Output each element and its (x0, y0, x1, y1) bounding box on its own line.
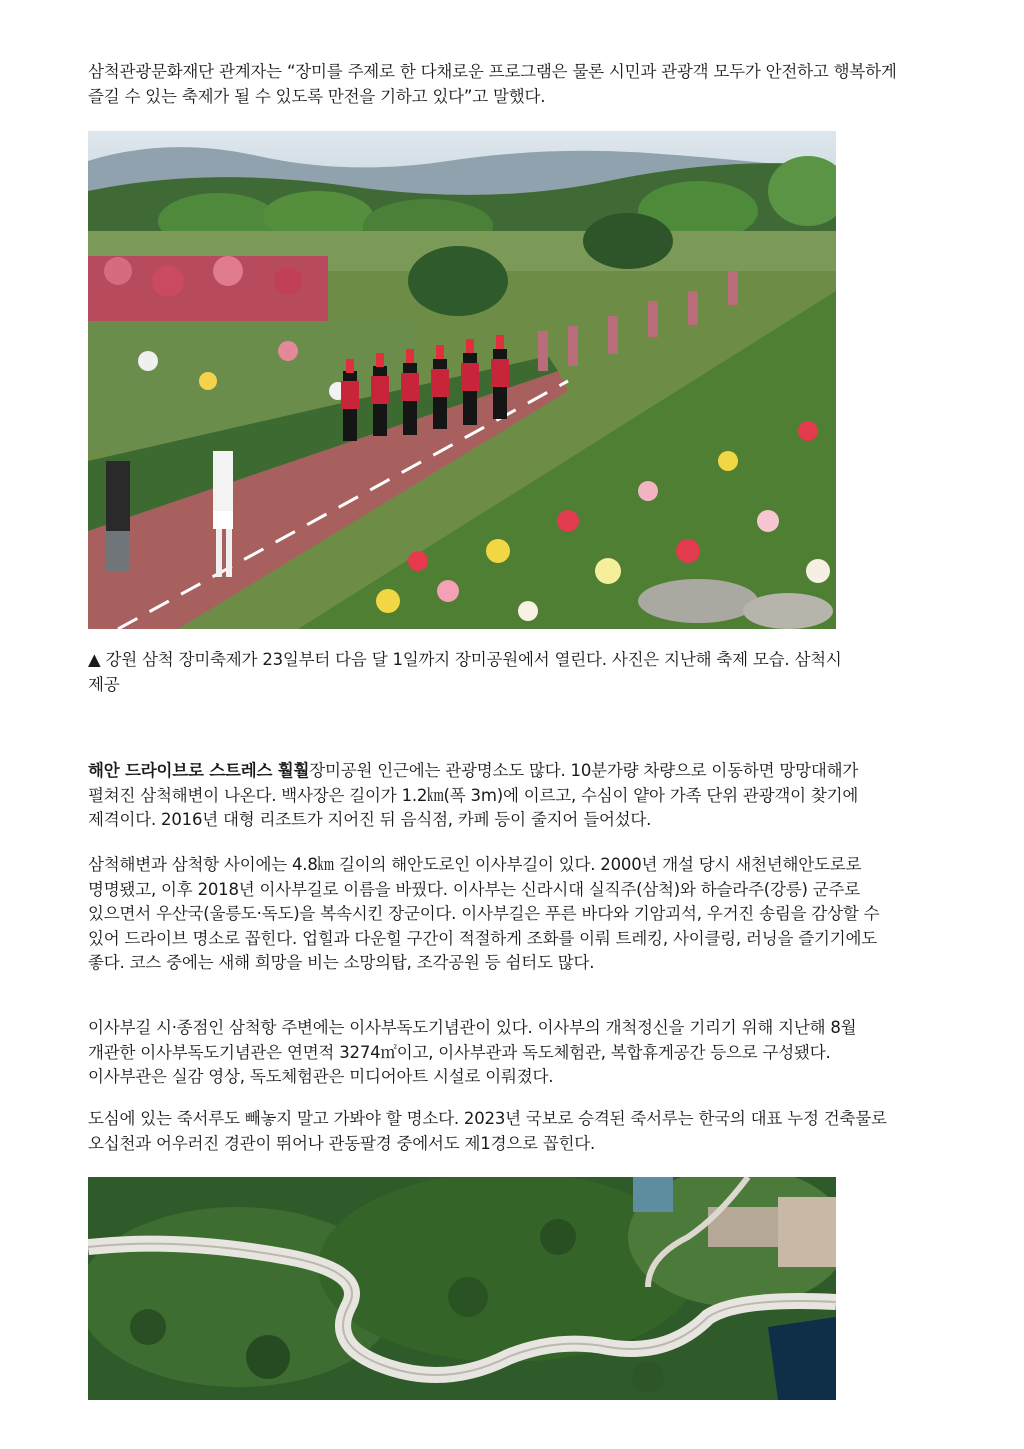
paragraph-coastal-drive-body: 장미공원 인근에는 관광명소도 많다. 10분가량 차량으로 이동하면 망망대해가 펼쳐진 삼척해변이 나온다. 백사장은 길이가 1.2㎞(폭 3m)에 이르고, 수심이 얕아 가족 단위 관광객이 찾기에 제격이다. 2016년 대형 리조트가 지어진 뒤 음식점, 카페 등이 줄지어 들어섰다. (88, 761, 859, 829)
photo-caption: ▲ 강원 삼척 장미축제가 23일부터 다음 달 1일까지 장미공원에서 열린다. 사진은 지난해 축제 모습. 삼척시 제공 (88, 650, 842, 694)
paragraph-jukseoru: 도심에 있는 죽서루도 빼놓지 말고 가봐야 할 명소다. 2023년 국보로 승격된 죽서루는 한국의 대표 누정 건축물로 오십천과 어우러진 경관이 뛰어나 관동팔경 중에서도 제1경으로 꼽힌다. (88, 1109, 887, 1153)
paragraph-isabu-road: 삼척해변과 삼척항 사이에는 4.8㎞ 길이의 해안도로인 이사부길이 있다. 2000년 개설 당시 새천년해안도로로 명명됐고, 이후 2018년 이사부길로 이름을 바꿨다. 이사부는 신라시대 실직주(삼척)와 하슬라주(강릉) 군주로 있으면서 우산국(울릉도·독도)을 복속시킨 장군이다. 이사부길은 푸른 바다와 기암괴석, 우거진 송림을 감상할 수 있어 드라이브 명소로 꼽힌다. 업힐과 다운힐 구간이 적절하게 조화를 이뤄 트레킹, 사이클링, 러닝을 즐기기에도 좋다. 코스 중에는 새해 희망을 비는 소망의탑, 조각공원 등 쉼터도 많다. (88, 855, 880, 972)
paragraph-coastal-drive (88, 759, 903, 833)
section-lead-heading: 해안 드라이브로 스트레스 훨훨 (88, 761, 310, 780)
rose-festival-photo (88, 131, 836, 629)
paragraph-festival-quote: 삼척관광문화재단 관계자는 “장미를 주제로 한 다채로운 프로그램은 물론 시민과 관광객 모두가 안전하고 행복하게 즐길 수 있는 축제가 될 수 있도록 만전을 기하고 있다”고 말했다. (88, 62, 897, 106)
paragraph-isabu-memorial: 이사부길 시·종점인 삼척항 주변에는 이사부독도기념관이 있다. 이사부의 개척정신을 기리기 위해 지난해 8월 개관한 이사부독도기념관은 연면적 3274㎡이고, 이사부관과 독도체험관, 복합휴게공간 등으로 구성됐다. 이사부관은 실감 영상, 독도체험관은 미디어아트 시설로 이뤄졌다. (88, 1018, 857, 1086)
coastal-road-photo (88, 1177, 836, 1400)
